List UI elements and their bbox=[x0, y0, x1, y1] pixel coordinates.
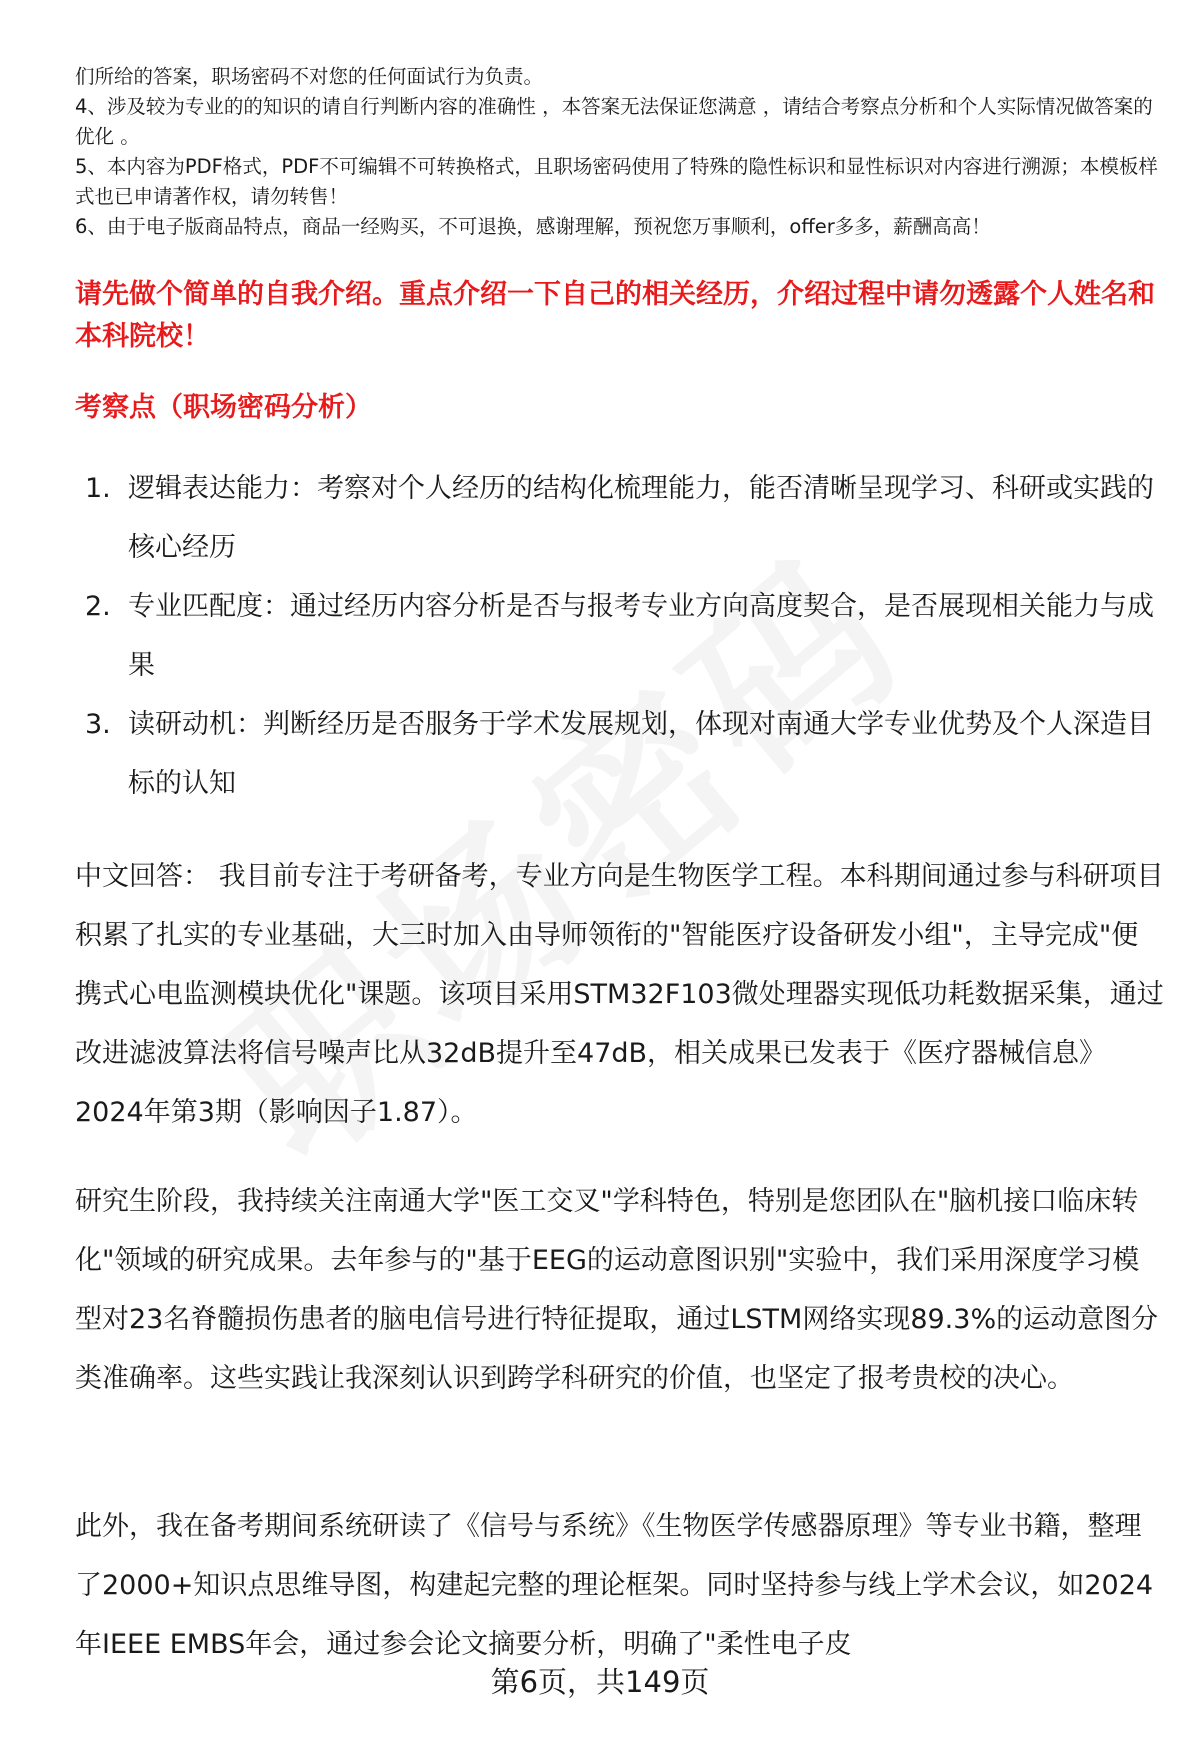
list-number: 1. bbox=[85, 473, 111, 504]
disclaimer-line: 们所给的答案，职场密码不对您的任何面试行为负责。 bbox=[75, 65, 544, 88]
disclaimer-line: 4、涉及较为专业的的知识的请自行判断内容的准确性 ，本答案无法保证您满意 ，请结合考察点分析和个人实际情况做答案的优化 。 bbox=[75, 95, 1153, 148]
list-number: 2. bbox=[85, 591, 111, 622]
page-number: 第6页，共149页 bbox=[490, 1665, 710, 1699]
list-number: 3. bbox=[85, 709, 111, 740]
disclaimer-block bbox=[75, 62, 1165, 242]
answer-paragraph: 中文回答： 我目前专注于考研备考，专业方向是生物医学工程。本科期间通过参与科研项目积累了扎实的专业基础，大三时加入由导师领衔的"智能医疗设备研发小组"，主导完成"便携式心电监测模块优化"课题。该项目采用STM32F103微处理器实现低功耗数据采集，通过改进滤波算法将信号噪声比从32dB提升至47dB，相关成果已发表于《医疗器械信息》2024年第3期（影响因子1.87）。 bbox=[75, 861, 1164, 1128]
list-item bbox=[75, 695, 1165, 813]
section-title: 考察点（职场密码分析） bbox=[75, 392, 372, 423]
disclaimer-line: 6、由于电子版商品特点，商品一经购买，不可退换，感谢理解，预祝您万事顺利，offer多多，薪酬高高！ bbox=[75, 215, 991, 238]
answer-paragraph: 此外，我在备考期间系统研读了《信号与系统》《生物医学传感器原理》等专业书籍，整理了2000+知识点思维导图，构建起完整的理论框架。同时坚持参与线上学术会议，如2024年IEEE EMBS年会，通过参会论文摘要分析，明确了"柔性电子皮 bbox=[75, 1511, 1154, 1660]
assessment-points bbox=[75, 459, 1165, 813]
disclaimer-line: 5、本内容为PDF格式，PDF不可编辑不可转换格式，且职场密码使用了特殊的隐性标识和显性标识对内容进行溯源；本模板样式也已申请著作权，请勿转售！ bbox=[75, 155, 1158, 208]
list-item-text: 逻辑表达能力：考察对个人经历的结构化梳理能力，能否清晰呈现学习、科研或实践的核心经历 bbox=[128, 473, 1154, 563]
interview-question: 请先做个简单的自我介绍。重点介绍一下自己的相关经历，介绍过程中请勿透露个人姓名和本科院校！ bbox=[75, 279, 1155, 352]
list-item bbox=[75, 459, 1165, 577]
list-item-text: 读研动机：判断经历是否服务于学术发展规划，体现对南通大学专业优势及个人深造目标的认知 bbox=[128, 709, 1154, 799]
list-item bbox=[75, 577, 1165, 695]
answer-paragraph: 研究生阶段，我持续关注南通大学"医工交叉"学科特色，特别是您团队在"脑机接口临床转化"领域的研究成果。去年参与的"基于EEG的运动意图识别"实验中，我们采用深度学习模型对23名脊髓损伤患者的脑电信号进行特征提取，通过LSTM网络实现89.3%的运动意图分类准确率。这些实践让我深刻认识到跨学科研究的价值，也坚定了报考贵校的决心。 bbox=[75, 1186, 1159, 1394]
list-item-text: 专业匹配度：通过经历内容分析是否与报考专业方向高度契合，是否展现相关能力与成果 bbox=[128, 591, 1154, 681]
